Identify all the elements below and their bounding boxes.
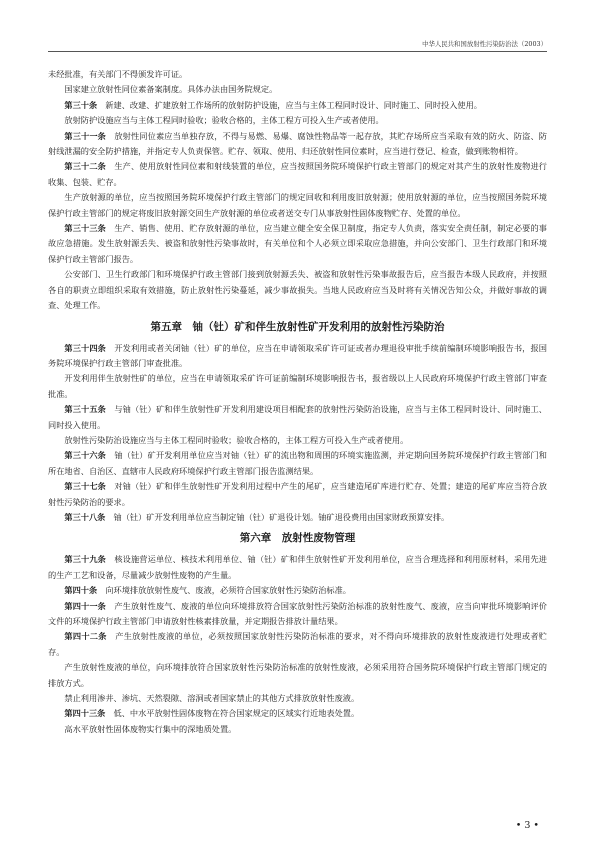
article-text: 生产、使用放射性同位素和射线装置的单位，应当按照国务院环境保护行政主管部门的规定对其产生的放射性废物进行收集、包装、贮存。 xyxy=(48,161,547,187)
chapter-6-heading: 第六章 放射性废物管理 xyxy=(239,532,356,545)
running-header xyxy=(48,39,547,52)
article-39 xyxy=(48,552,547,583)
article-text: 低、中水平放射性固体废物在符合国家规定的区域实行近地表处置。 xyxy=(113,708,360,719)
article-text: 新建、改建、扩建放射工作场所的放射防护设施，应当与主体工程同时设计、同时施工、同时投入使用。 xyxy=(105,99,482,110)
article-text: 铀（钍）矿开发利用单位应当对铀（钍）矿的流出物和周围的环境实施监测，并定期向国务院环境保护行政主管部门和所在地省、自治区、直辖市人民政府环境保护行政主管部门报告监测结果。 xyxy=(48,450,547,476)
page-number: • 3 • xyxy=(515,820,539,831)
article-42 xyxy=(48,629,547,660)
article-43 xyxy=(48,706,547,721)
chapter-5-heading: 第五章 铀（钍）矿和伴生放射性矿开发利用的放射性污染防治 xyxy=(150,320,445,333)
paragraph: 高水平放射性固体废物实行集中的深地质处置。 xyxy=(64,723,237,734)
article-number: 第三十条 xyxy=(64,99,98,110)
article-number: 第四十二条 xyxy=(64,631,107,642)
article-41 xyxy=(48,599,547,630)
paragraph: 开发利用伴生放射性矿的单位，应当在申请领取采矿许可证前编制环境影响报告书，报省级以上人民政府环境保护行政主管部门审查批准。 xyxy=(48,373,547,399)
article-32 xyxy=(48,159,547,190)
paragraph: 未经批准，有关部门不得颁发许可证。 xyxy=(48,69,188,79)
article-number: 第四十一条 xyxy=(64,600,107,611)
paragraph: 国家建立放射性同位素备案制度。具体办法由国务院规定。 xyxy=(64,84,278,95)
article-number: 第三十一条 xyxy=(64,130,107,141)
article-text: 向环境排放放射性废气、废液，必须符合国家放射性污染防治标准。 xyxy=(105,585,351,596)
article-number: 第三十二条 xyxy=(64,161,107,172)
article-text: 核设施营运单位、核技术利用单位、铀（钍）矿和伴生放射性矿开发利用单位，应当合理选择和利用原材料，采用先进的生产工艺和设备，尽量减少放射性废物的产生量。 xyxy=(48,554,547,580)
article-31 xyxy=(48,129,547,160)
paragraph: 放射防护设施应当与主体工程同时验收；验收合格的，主体工程方可投入生产或者使用。 xyxy=(64,115,384,126)
article-number: 第三十三条 xyxy=(64,223,107,234)
article-34 xyxy=(48,341,547,372)
article-text: 开发利用或者关闭铀（钍）矿的单位，应当在申请领取采矿许可证或者办理退役审批手续前编制环境影响报告书，报国务院环境保护行政主管部门审查批准。 xyxy=(48,342,547,368)
document-body xyxy=(48,67,547,737)
article-40 xyxy=(48,583,547,598)
article-text: 生产、销售、使用、贮存放射源的单位，应当建立健全安全保卫制度，指定专人负责，落实安全责任制，制定必要的事故应急措施。发生放射源丢失、被盗和放射性污染事故时，有关单位和个人必须立即采取应急措施，并向公安部门、卫生行政部门和环境保护行政主管部门报告。 xyxy=(48,223,547,264)
article-text: 对铀（钍）矿和伴生放射性矿开发利用过程中产生的尾矿，应当建造尾矿库进行贮存、处置；建造的尾矿库应当符合放射性污染防治的要求。 xyxy=(48,481,547,507)
paragraph: 生产放射源的单位，应当按照国务院环境保护行政主管部门的规定回收和利用废旧放射源；使用放射源的单位，应当按照国务院环境保护行政主管部门的规定将废旧放射源交回生产放射源的单位或者送交专门从事放射性固体废物贮存、处置的单位。 xyxy=(48,192,547,218)
article-30 xyxy=(48,98,547,113)
article-text: 铀（钍）矿开发利用单位应当制定铀（钍）矿退役计划。铀矿退役费用由国家财政预算安排。 xyxy=(113,511,450,522)
paragraph: 公安部门、卫生行政部门和环境保护行政主管部门接到放射源丢失、被盗和放射性污染事故报告后，应当报告本级人民政府，并按照各自的职责立即组织采取有效措施，防止放射性污染蔓延，减少事故损失。当地人民政府应当及时将有关情况告知公众，并做好事故的调查、处理工作。 xyxy=(48,269,547,311)
paragraph: 禁止利用渗井、渗坑、天然裂隙、溶洞或者国家禁止的其他方式排放放射性废液。 xyxy=(64,693,360,704)
article-number: 第三十八条 xyxy=(64,511,106,522)
article-text: 与铀（钍）矿和伴生放射性矿开发利用建设项目相配套的放射性污染防治设施，应当与主体工程同时设计、同时施工、同时投入使用。 xyxy=(48,404,547,430)
article-text: 产生放射性废液的单位，必须按照国家放射性污染防治标准的要求，对不得向环境排放的放射性废液进行处理或者贮存。 xyxy=(48,631,547,657)
running-title: 中华人民共和国放射性污染防治法（2003） xyxy=(422,40,547,48)
article-number: 第四十条 xyxy=(64,585,98,596)
article-37 xyxy=(48,479,547,510)
article-36 xyxy=(48,448,547,479)
article-text: 放射性同位素应当单独存放，不得与易燃、易爆、腐蚀性物品等一起存放，其贮存场所应当采取有效的防火、防盗、防射线泄漏的安全防护措施，并指定专人负责保管。贮存、领取、使用、归还放射性同位素时，应当进行登记、检查，做到账物相符。 xyxy=(48,130,547,157)
article-35 xyxy=(48,402,547,433)
article-38 xyxy=(48,510,547,525)
article-number: 第三十五条 xyxy=(64,404,107,415)
paragraph: 放射性污染防治设施应当与主体工程同时验收；验收合格的，主体工程方可投入生产或者使用。 xyxy=(64,434,409,445)
article-number: 第三十七条 xyxy=(64,481,107,492)
article-number: 第三十六条 xyxy=(64,450,107,461)
article-text: 产生放射性废气、废液的单位向环境排放符合国家放射性污染防治标准的放射性废气、废液，应当向审批环境影响评价文件的环境保护行政主管部门申请放射性核素排放量，并定期报告排放计量结果。 xyxy=(48,600,547,626)
article-number: 第三十九条 xyxy=(64,554,107,565)
article-number: 第四十三条 xyxy=(64,708,106,719)
article-number: 第三十四条 xyxy=(64,342,107,353)
article-33 xyxy=(48,221,547,267)
paragraph: 产生放射性废液的单位，向环境排放符合国家放射性污染防治标准的放射性废液，必须采用符合国务院环境保护行政主管部门规定的排放方式。 xyxy=(48,662,547,688)
